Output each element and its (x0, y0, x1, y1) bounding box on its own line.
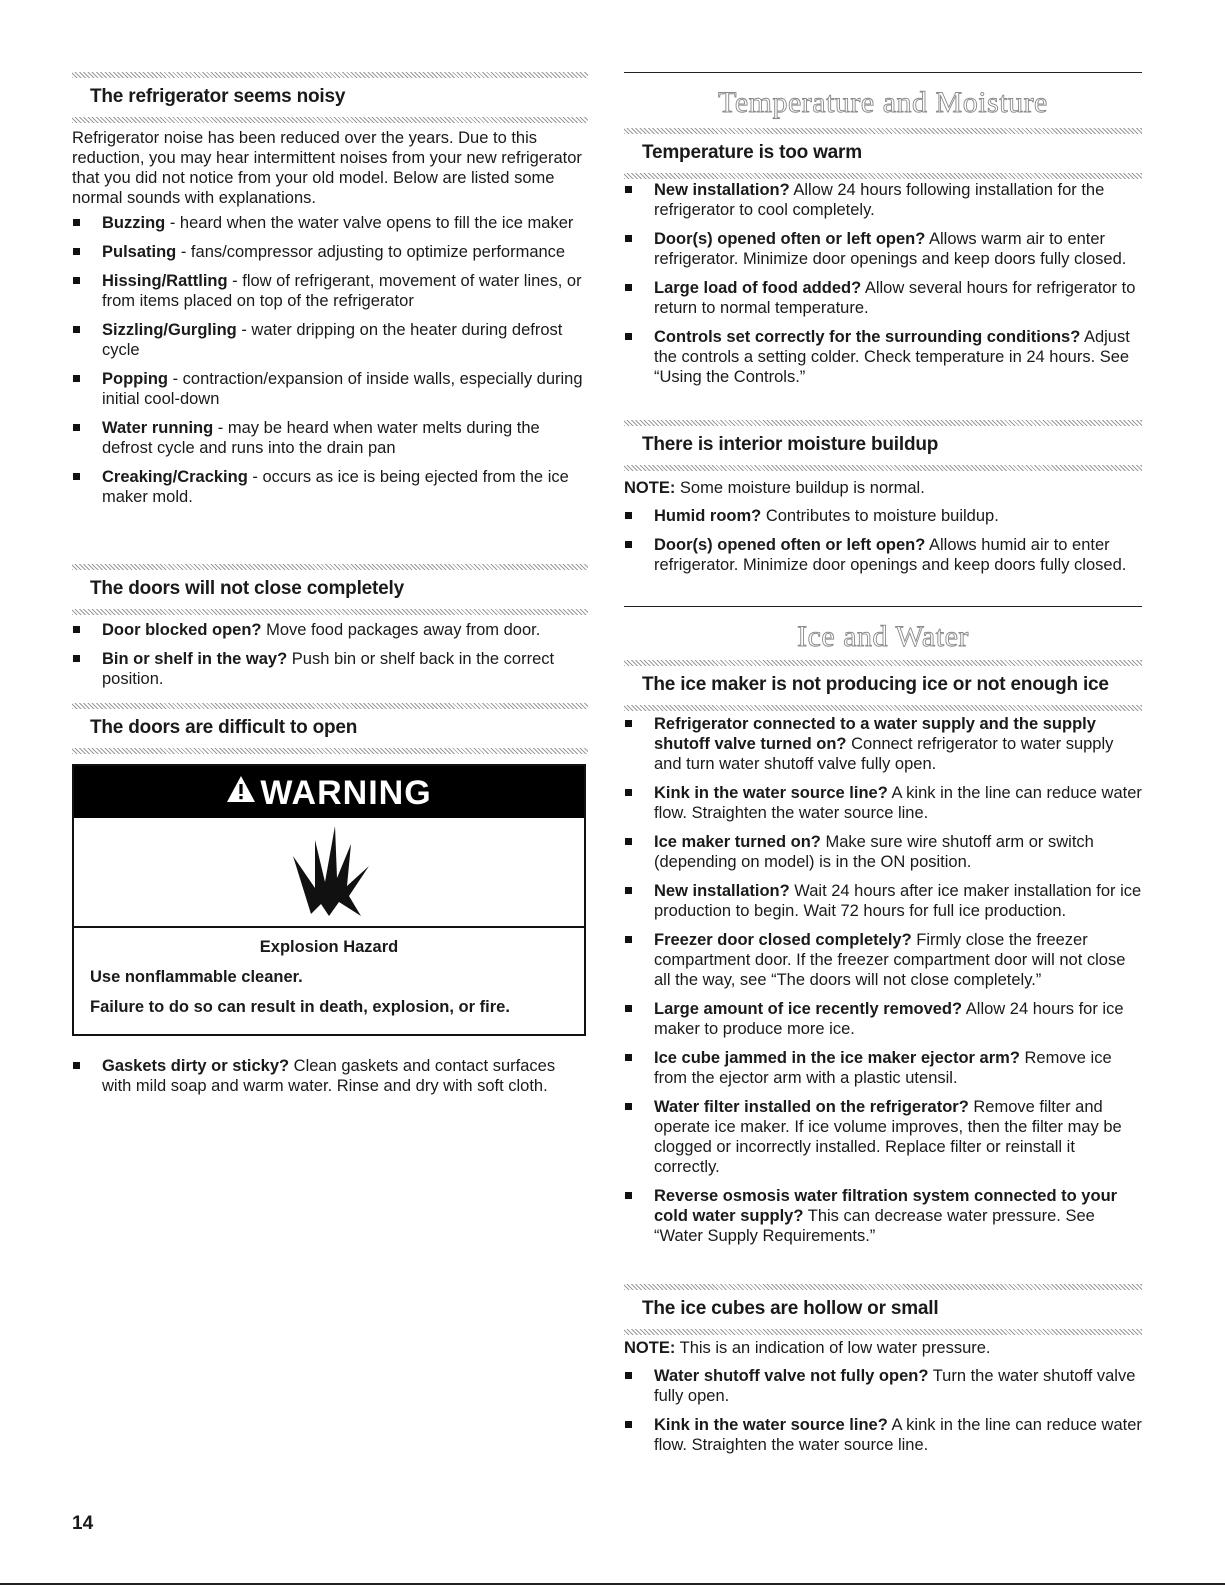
note (624, 478, 1142, 498)
item-lead: New installation? (654, 181, 790, 199)
bullet-list (72, 1056, 588, 1096)
list-item (624, 535, 1142, 575)
item-lead: Water shutoff valve not fully open? (654, 1367, 929, 1385)
bullet-list (624, 180, 1142, 387)
list-item (624, 1186, 1142, 1246)
list-item (624, 327, 1142, 387)
item-lead: Popping (102, 370, 168, 388)
section-title: Temperature is too warm (642, 142, 862, 163)
note-label: NOTE: (624, 1339, 676, 1357)
section-doors-close (72, 620, 588, 698)
bullet-list (72, 213, 588, 507)
warning-label: WARNING (260, 774, 432, 812)
section-warm (624, 180, 1142, 396)
item-lead: Kink in the water source line? (654, 1416, 888, 1434)
section-title: There is interior moisture buildup (642, 434, 939, 455)
item-lead: New installation? (654, 882, 790, 900)
list-item (624, 180, 1142, 220)
item-lead: Hissing/Rattling (102, 272, 228, 290)
divider (624, 72, 1142, 73)
item-text: Wait 24 hours after ice maker installation for ice production to begin. Wait 72 hours for full ice production. (654, 882, 1142, 920)
section-header-moisture (624, 420, 1142, 471)
list-item (624, 1415, 1142, 1455)
list-item (72, 242, 588, 262)
list-item (624, 1366, 1142, 1406)
list-item (624, 783, 1142, 823)
bullet-list (72, 620, 588, 689)
item-lead: Gaskets dirty or sticky? (102, 1057, 290, 1075)
intro-paragraph: Refrigerator noise has been reduced over the years. Due to this reduction, you may hear intermittent noises from your new refrigerator that you did not notice from your old model. Below are listed some normal sounds with explanations. (72, 129, 582, 207)
item-text: This can decrease water pressure. See “Water Supply Requirements.” (654, 1207, 1095, 1245)
item-text: Allow 24 hours for ice maker to produce more ice. (654, 1000, 1124, 1038)
item-lead: Kink in the water source line? (654, 784, 888, 802)
item-text: Adjust the controls a setting colder. Check temperature in 24 hours. See “Using the Controls.” (654, 328, 1130, 386)
item-text: Contributes to moisture buildup. (761, 507, 999, 525)
list-item (624, 229, 1142, 269)
item-text: Turn the water shutoff valve fully open. (654, 1367, 1136, 1405)
list-item (624, 714, 1142, 774)
item-lead: Door(s) opened often or left open? (654, 230, 926, 248)
item-text: Connect refrigerator to water supply and turn water shutoff valve fully open. (654, 735, 1114, 773)
major-heading: Temperature and Moisture (718, 86, 1048, 119)
section-title: The ice maker is not producing ice or not enough ice (642, 674, 1109, 695)
item-text: Push bin or shelf back in the correct position. (102, 650, 555, 688)
list-item (624, 881, 1142, 921)
item-text: Move food packages away from door. (261, 621, 541, 639)
hazard-title: Explosion Hazard (259, 938, 399, 956)
item-lead: Humid room? (654, 507, 762, 525)
note-text: This is an indication of low water pressure. (675, 1339, 991, 1357)
item-text: Allows warm air to enter refrigerator. Minimize door openings and keep doors fully closed. (654, 230, 1127, 268)
section-hollow (624, 1338, 1142, 1464)
note-text: Some moisture buildup is normal. (675, 479, 925, 497)
item-text: - water dripping on the heater during defrost cycle (102, 321, 563, 359)
warning-banner (74, 766, 584, 818)
item-lead: Large load of food added? (654, 279, 862, 297)
list-item (624, 999, 1142, 1039)
explosion-pictogram (74, 818, 584, 928)
section-ice (624, 714, 1142, 1255)
item-lead: Door blocked open? (102, 621, 262, 639)
list-item (72, 369, 588, 409)
list-item (72, 271, 588, 311)
warning-box (72, 764, 586, 1036)
list-item (72, 620, 588, 640)
item-text: Clean gaskets and contact surfaces with mild soap and warm water. Rinse and dry with soft cloth. (102, 1057, 556, 1095)
warning-line: Use nonflammable cleaner. (90, 968, 303, 986)
item-lead: Freezer door closed completely? (654, 931, 912, 949)
section-noisy (72, 128, 588, 516)
item-text: - fans/compressor adjusting to optimize performance (176, 243, 566, 261)
page-number: 14 (72, 1513, 94, 1534)
list-item (624, 278, 1142, 318)
item-text: Remove ice from the ejector arm with a plastic utensil. (654, 1049, 1112, 1087)
item-text: - may be heard when water melts during the defrost cycle and runs into the drain pan (102, 419, 540, 457)
explosion-icon (291, 826, 371, 918)
item-lead: Buzzing (102, 214, 166, 232)
item-lead: Bin or shelf in the way? (102, 650, 288, 668)
item-text: Remove filter and operate ice maker. If ice volume improves, then the filter may be clogged or incorrectly installed. Replace filter or reinstall it correctly. (654, 1098, 1122, 1176)
section-moisture (624, 478, 1142, 584)
item-lead: Ice maker turned on? (654, 833, 821, 851)
item-lead: Controls set correctly for the surrounding conditions? (654, 328, 1081, 346)
section-doors-open (72, 1056, 588, 1105)
item-lead: Ice cube jammed in the ice maker ejector arm? (654, 1049, 1020, 1067)
item-lead: Water filter installed on the refrigerator? (654, 1098, 969, 1116)
item-text: - flow of refrigerant, movement of water lines, or from items placed on top of the refrigerator (102, 272, 582, 310)
warning-text (74, 928, 584, 1017)
major-heading: Ice and Water (797, 620, 969, 653)
item-text: Allow 24 hours following installation for the refrigerator to cool completely. (654, 181, 1105, 219)
list-item (72, 418, 588, 458)
warning-triangle-icon (226, 765, 256, 819)
list-item (72, 1056, 588, 1096)
section-title: The doors are difficult to open (90, 717, 358, 738)
item-text: Firmly close the freezer compartment door. If the freezer compartment door will not close all the way, see “The doors will not close completely.” (654, 931, 1126, 989)
item-lead: Reverse osmosis water filtration system connected to your cold water supply? (654, 1187, 1118, 1225)
item-text: Allows humid air to enter refrigerator. Minimize door openings and keep doors fully closed. (654, 536, 1127, 574)
list-item (624, 1048, 1142, 1088)
item-text: - heard when the water valve opens to fill the ice maker (165, 214, 574, 232)
section-header-doors-close (72, 564, 588, 615)
section-header-warm (624, 128, 1142, 179)
item-text: A kink in the line can reduce water flow. Straighten the water source line. (654, 1416, 1142, 1454)
item-lead: Sizzling/Gurgling (102, 321, 237, 339)
item-lead: Water running (102, 419, 214, 437)
item-text: - contraction/expansion of inside walls, especially during initial cool-down (102, 370, 583, 408)
list-item (624, 1097, 1142, 1177)
section-title: The refrigerator seems noisy (90, 86, 346, 107)
bullet-list (624, 714, 1142, 1246)
list-item (72, 213, 588, 233)
section-header-hollow (624, 1284, 1142, 1335)
item-lead: Pulsating (102, 243, 177, 261)
item-text: Make sure wire shutoff arm or switch (depending on model) is in the ON position. (654, 833, 1094, 871)
divider (624, 606, 1142, 607)
list-item (624, 832, 1142, 872)
item-lead: Large amount of ice recently removed? (654, 1000, 963, 1018)
warning-line: Failure to do so can result in death, explosion, or fire. (90, 998, 510, 1016)
item-text: A kink in the line can reduce water flow. Straighten the water source line. (654, 784, 1142, 822)
bullet-list (624, 506, 1142, 575)
list-item (624, 506, 1142, 526)
list-item (624, 930, 1142, 990)
bullet-list (624, 1366, 1142, 1455)
section-header-ice (624, 660, 1142, 711)
section-header-noisy (72, 72, 588, 123)
list-item (72, 649, 588, 689)
list-item (72, 320, 588, 360)
section-title: The ice cubes are hollow or small (642, 1298, 939, 1319)
item-lead: Door(s) opened often or left open? (654, 536, 926, 554)
item-text: Allow several hours for refrigerator to return to normal temperature. (654, 279, 1136, 317)
item-lead: Refrigerator connected to a water supply and the supply shutoff valve turned on? (654, 715, 1096, 753)
note (624, 1338, 1142, 1358)
item-text: - occurs as ice is being ejected from the ice maker mold. (102, 468, 569, 506)
item-lead: Creaking/Cracking (102, 468, 248, 486)
section-title: The doors will not close completely (90, 578, 404, 599)
section-header-doors-open (72, 703, 588, 754)
list-item (72, 467, 588, 507)
note-label: NOTE: (624, 479, 676, 497)
